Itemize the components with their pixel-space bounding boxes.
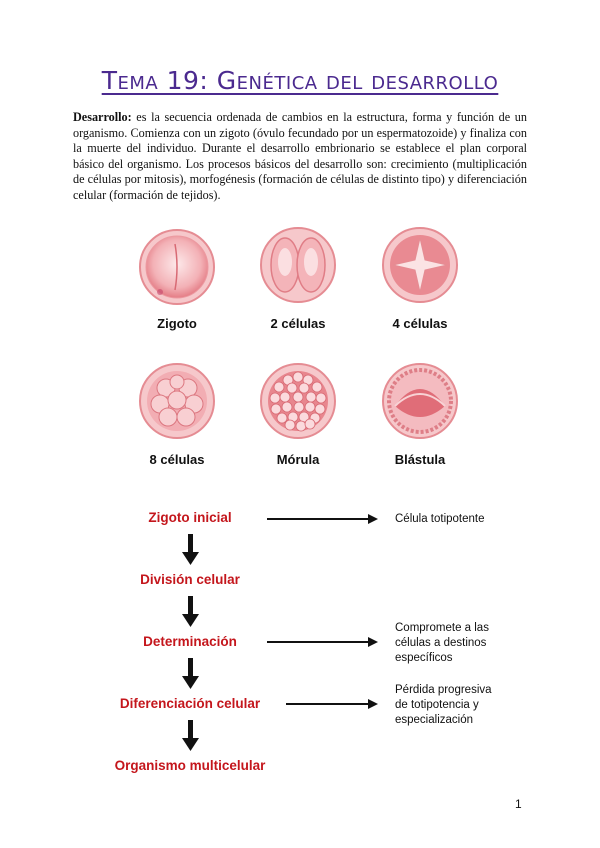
note-zigoto: Célula totipotente [395, 513, 485, 525]
note-diferenciacion-line-1: Pérdida progresiva [395, 684, 492, 696]
step-division-celular: División celular [140, 572, 240, 587]
stage-label-2-celulas: 2 células [270, 316, 326, 331]
down-arrow-2-shaft [188, 596, 193, 616]
stage-label-8-celulas: 8 células [149, 452, 205, 467]
arrowhead-determinacion-note [368, 637, 378, 647]
down-arrow-3-head [182, 676, 199, 689]
note-determinacion [395, 621, 489, 666]
step-diferenciacion-celular: Diferenciación celular [119, 696, 261, 711]
page-title: Tema 19: Genética del desarrollo [101, 66, 499, 95]
note-determinacion-line-1: Compromete a las [395, 622, 489, 634]
note-determinacion-line-3: específicos [395, 652, 453, 664]
page-number: 1 [515, 797, 522, 811]
note-diferenciacion-line-3: especialización [395, 714, 473, 726]
down-arrow-2-head [182, 614, 199, 627]
arrowhead-zigoto-note [368, 514, 378, 524]
stage-label-4-celulas: 4 células [392, 316, 448, 331]
step-zigoto-inicial: Zigoto inicial [148, 510, 232, 525]
note-diferenciacion-line-2: de totipotencia y [395, 699, 479, 711]
down-arrow-3-shaft [188, 658, 193, 678]
down-arrow-4-head [182, 738, 199, 751]
intro-term: Desarrollo: [73, 110, 132, 124]
note-diferenciacion [395, 683, 492, 728]
step-determinacion: Determinación [143, 634, 237, 649]
down-arrow-4-shaft [188, 720, 193, 740]
intro-text: es la secuencia ordenada de cambios en la estructura, forma y función de un organismo. Comienza con un zigoto (óvulo fecundado por un espermatozoide) y finaliza con la muerte del individuo. Durante el desarrollo embrionario se establece el plan corporal básico del organismo. Los procesos básicos del desarrollo son: crecimiento (multiplicación de células por mitosis), morfogénesis (formación de células de distinto tipo) y diferenciación celular (formación de tejidos). [73, 110, 527, 202]
note-determinacion-line-2: células a destinos [395, 637, 487, 649]
stage-label-zigoto: Zigoto [157, 316, 197, 331]
stage-label-blastula: Blástula [394, 452, 446, 467]
arrowhead-diferenciacion-note [368, 699, 378, 709]
down-arrow-1-head [182, 552, 199, 565]
stage-label-morula: Mórula [276, 452, 320, 467]
down-arrow-1-shaft [188, 534, 193, 554]
step-organismo-multicelular: Organismo multicelular [114, 758, 266, 773]
